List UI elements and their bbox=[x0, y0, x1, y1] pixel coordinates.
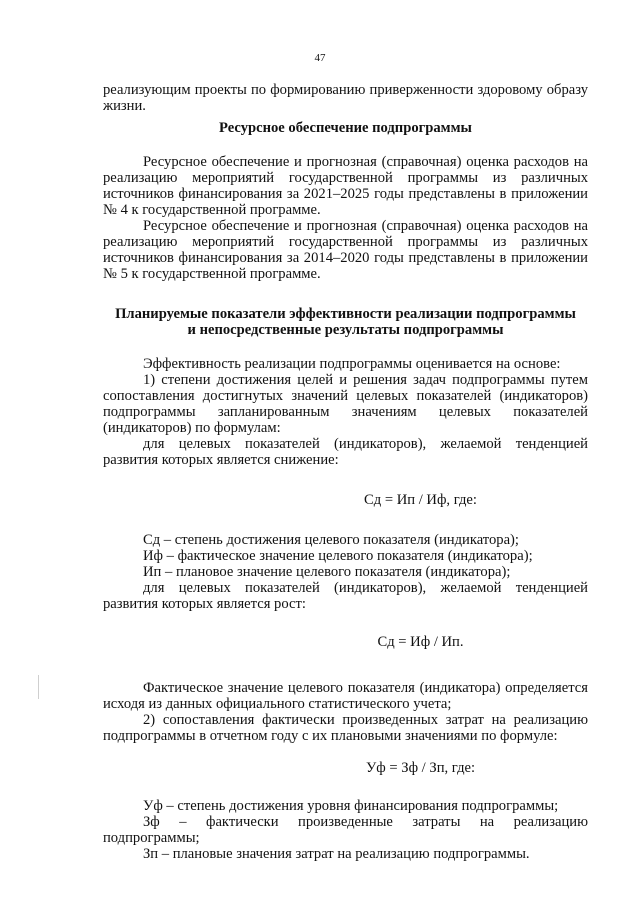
margin-mark bbox=[38, 675, 39, 699]
definition-ip: Ип – плановое значение целевого показателя (индикатора); bbox=[143, 564, 511, 580]
paragraph-point-2: 2) сопоставления фактически произведенных затрат на реализацию подпрограммы в отчетном году с их плановыми значениями по формуле: bbox=[103, 712, 588, 744]
paragraph-actual-value: Фактическое значение целевого показателя (индикатора) определяется исходя из данных официального статистического учета; bbox=[103, 680, 588, 712]
formula-financing: Уф = Зф / Зп, где: bbox=[365, 760, 476, 776]
section-heading-indicators-line2: и непосредственные результаты подпрограммы bbox=[187, 322, 504, 338]
definition-if: Иф – фактическое значение целевого показателя (индикатора); bbox=[143, 548, 533, 564]
page-number: 47 bbox=[314, 52, 326, 64]
paragraph-decrease-indicators: для целевых показателей (индикаторов), желаемой тенденцией развития которых является снижение: bbox=[103, 436, 588, 468]
paragraph-resources-2014: Ресурсное обеспечение и прогнозная (справочная) оценка расходов на реализацию мероприятий государственной программы из различных источников финансирования за 2014–2020 годы представлены в приложении № 5 к государственной программе. bbox=[103, 218, 588, 282]
paragraph-point-1: 1) степени достижения целей и решения задач подпрограммы путем сопоставления достигнутых значений целевых показателей (индикаторов) подпрограммы запланированным значениям целевых показателей (индикаторов) по формулам: bbox=[103, 372, 588, 436]
paragraph-increase-indicators: для целевых показателей (индикаторов), желаемой тенденцией развития которых является рост: bbox=[103, 580, 588, 612]
definition-sd: Сд – степень достижения целевого показателя (индикатора); bbox=[143, 532, 519, 548]
formula-increase: Сд = Иф / Ип. bbox=[377, 634, 464, 650]
paragraph-efficiency-basis: Эффективность реализации подпрограммы оценивается на основе: bbox=[143, 356, 561, 372]
definition-zf: Зф – фактически произведенные затраты на реализацию подпрограммы; bbox=[103, 814, 588, 846]
definition-zp: Зп – плановые значения затрат на реализацию подпрограммы. bbox=[143, 846, 530, 862]
page-content bbox=[103, 82, 588, 862]
paragraph-resources-2021: Ресурсное обеспечение и прогнозная (справочная) оценка расходов на реализацию мероприятий государственной программы из различных источников финансирования за 2021–2025 годы представлены в приложении № 4 к государственной программе. bbox=[103, 154, 588, 218]
definition-uf: Уф – степень достижения уровня финансирования подпрограммы; bbox=[143, 798, 559, 814]
formula-decrease: Сд = Ип / Иф, где: bbox=[364, 492, 477, 508]
section-heading-resources: Ресурсное обеспечение подпрограммы bbox=[219, 120, 472, 136]
section-heading-indicators-line1: Планируемые показатели эффективности реализации подпрограммы bbox=[115, 306, 576, 322]
paragraph-continuation: реализующим проекты по формированию приверженности здоровому образу жизни. bbox=[103, 82, 588, 114]
